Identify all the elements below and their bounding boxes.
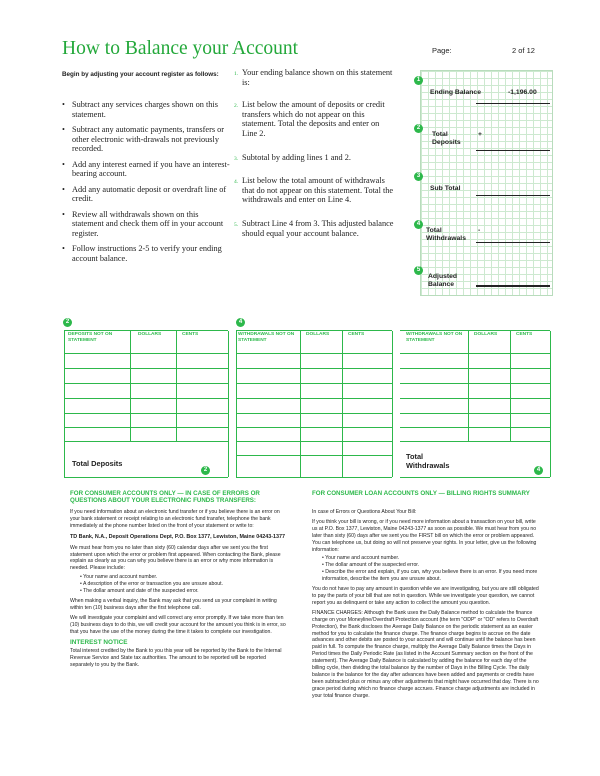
subtotal-line	[476, 195, 550, 196]
step-5-badge: 5	[414, 266, 423, 275]
withdrawals-table-1	[236, 330, 392, 476]
step-item	[234, 68, 394, 87]
list-item: • Describe the error and explain, if you can, why you believe there is an error. If you need more information, describe the item you are unsure about.	[322, 569, 540, 583]
intro-text: Begin by adjusting your account register as follows:	[62, 71, 219, 78]
interest-text: Total interest credited by the Bank to you this year will be reported by the Bank to the Internal Revenue Service and State tax authorities. The amount to be reported will be reported separately to you by the Bank.	[70, 648, 282, 669]
deposits-header: DEPOSITS NOT ON STATEMENT	[68, 332, 113, 343]
interest-heading: INTEREST NOTICE	[70, 638, 128, 646]
dollars-header: DOLLARS	[138, 332, 162, 337]
list-item: • Add any interest earned if you have an interest-bearing account.	[62, 160, 232, 179]
total-deposits-line	[476, 150, 550, 151]
page-title: How to Balance your Account	[62, 38, 299, 59]
ending-balance-label: Ending Balance	[430, 89, 481, 96]
step-4-badge: 4	[414, 220, 423, 229]
withdrawals-badge: 4	[236, 318, 245, 327]
step-3-badge: 3	[414, 172, 423, 181]
plus-sign: +	[478, 131, 482, 138]
cents-header: CENTS	[348, 332, 365, 337]
minus-sign: -	[478, 227, 481, 234]
dollars-header: DOLLARS	[474, 332, 498, 337]
step-item	[234, 176, 394, 205]
total-withdrawals-label: Total Withdrawals	[406, 452, 450, 470]
eft-include-list	[80, 574, 288, 595]
loan-paragraph: If you think your bill is wrong, or if you need more information about a transaction on your bill, write us at P.O. Box 1377, Lewiston, Maine 04243-1377 as soon as possible. We must hear from you no later than sixty (60) days after we sent you the FIRST bill on which the error or problem appeared. You can telephone us, but doing so will not preserve your rights. In your letter, give us the following information:	[312, 518, 537, 553]
list-item: • The dollar amount and date of the suspected error.	[80, 588, 288, 595]
subtotal-label: Sub Total	[430, 185, 461, 192]
deposits-total-badge: 2	[201, 466, 210, 475]
bank-address: TD Bank, N.A., Deposit Operations Dept, P.O. Box 1377, Lewiston, Maine 04243-1377	[70, 533, 285, 540]
step-item	[234, 153, 394, 163]
deposits-table	[64, 330, 228, 476]
eft-text	[70, 509, 288, 669]
step-text: List below the amount of deposits or credit transfers which do not appear on this statement. Total the deposits and enter on Line 2.	[242, 100, 385, 138]
list-item: • Follow instructions 2-5 to verify your ending account balance.	[62, 244, 232, 263]
withdrawals-header: WITHDRAWALS NOT ON STATEMENT	[406, 332, 463, 343]
step-text: Subtotal by adding lines 1 and 2.	[242, 152, 352, 162]
loan-text	[312, 509, 540, 700]
list-item: • Review all withdrawals shown on this statement and check them off in your account register.	[62, 210, 232, 239]
step-text: Subtract Line 4 from 3. This adjusted balance should equal your account balance.	[242, 218, 394, 238]
loan-paragraph: You do not have to pay any amount in question while we are investigating, but you are still obligated to pay the parts of your bill that are not in question. While we investigate your question, we cannot report you as delinquent or take any action to collect the amount you question.	[312, 586, 539, 606]
step-2-badge: 2	[414, 124, 423, 133]
list-item: • Your name and account number.	[80, 574, 288, 581]
withdrawals-table-2	[400, 330, 550, 476]
eft-heading: FOR CONSUMER ACCOUNTS ONLY — IN CASE OF ERRORS OR QUESTIONS ABOUT YOUR ELECTRONIC FUNDS TRANSFERS:	[70, 490, 260, 504]
adjust-register-list	[62, 100, 232, 269]
withdrawals-total-badge: 4	[534, 466, 543, 475]
eft-paragraph: When making a verbal inquiry, the Bank may ask that you send us your complaint in writing within ten (10) business days after the first telephone call.	[70, 597, 277, 611]
adjusted-balance-label: Adjusted Balance	[428, 273, 458, 288]
cents-header: CENTS	[516, 332, 533, 337]
loan-info-list	[322, 555, 540, 583]
ending-balance-value: -1,196.00	[508, 89, 537, 96]
total-deposits-label: Total Deposits	[432, 131, 461, 146]
list-item: • A description of the error or transaction you are unsure about.	[80, 581, 288, 588]
total-deposits-label: Total Deposits	[72, 459, 123, 468]
step-item	[234, 219, 394, 238]
ending-balance-line	[476, 103, 550, 104]
eft-paragraph: We will investigate your complaint and will correct any error promptly. If we take more than ten (10) business days to do this, we will credit your account for the amount you think is in error, so that you have the use of the money during the time it takes to complete our investigation.	[70, 614, 286, 635]
list-item: • Subtract any automatic payments, transfers or other electronic with-drawals not previously recorded.	[62, 125, 232, 154]
step-text: Your ending balance shown on this statement is:	[242, 68, 393, 87]
step-text: List below the total amount of withdrawals that do not appear on this statement. Total the withdrawals and enter on Line 4.	[242, 176, 394, 205]
list-item: • Your name and account number.	[322, 555, 540, 562]
adjusted-balance-line	[476, 285, 550, 287]
step-number: 4.	[234, 179, 239, 186]
list-item: • Add any automatic deposit or overdraft line of credit.	[62, 185, 232, 204]
list-item: • Subtract any services charges shown on this statement.	[62, 100, 232, 119]
page-label: Page:	[432, 46, 452, 55]
step-number: 5.	[234, 221, 239, 228]
loan-heading: FOR CONSUMER LOAN ACCOUNTS ONLY — BILLING RIGHTS SUMMARY	[312, 490, 530, 497]
total-withdrawals-line	[476, 242, 550, 243]
page-number: 2 of 12	[512, 46, 535, 55]
steps-list	[234, 68, 394, 238]
step-number: 3.	[234, 155, 239, 162]
eft-paragraph: We must hear from you no later than sixty (60) calendar days after we sent you the first statement upon which the error or problem first appeared. When contacting the Bank, please explain as clearly as you can why you believe there is an error or why more information is needed. Please include:	[70, 544, 281, 572]
list-item: • The dollar amount of the suspected error.	[322, 562, 540, 569]
withdrawals-header: WITHDRAWALS NOT ON STATEMENT	[238, 332, 295, 343]
step-number: 2.	[234, 103, 239, 110]
cents-header: CENTS	[182, 332, 199, 337]
eft-paragraph: If you need information about an electronic fund transfer or if you believe there is an error on your bank statement or receipt relating to an electronic fund transfer, telephone the bank immediately at the phone number listed on the front of your statement or write to:	[70, 509, 280, 529]
finance-charges-paragraph: FINANCE CHARGES: Although the Bank uses the Daily Balance method to calculate the finance charge on your Moneyline/Overdraft Protection account (the term "ODP" or "OD" refers to Overdraft Protection), the Bank discloses the Average Daily Balance on the periodic statement as an easier method for you to calculate the finance charge. The finance charge begins to accrue on the date advances and other debits are posted to your account and will continue until the balance has been paid in full. To compute the finance charge, multiply the Average Daily Balance times the Days in Period times the Daily Periodic Rate (as listed in the Account Summary section on the front of the statement). The Average Daily Balance is calculated by adding the balance for each day of the billing cycle, then dividing the total balance by the number of Days in the Billing Cycle. The daily balance is the balance for the day after advances have been added and payments or credits have been subtracted plus or minus any other adjustments that might have occurred that day. There is no grace period during which no finance charge accrues. Finance charge adjustments are included in your total finance charge.	[312, 609, 539, 699]
deposits-badge: 2	[63, 318, 72, 327]
step-1-badge: 1	[414, 76, 423, 85]
loan-paragraph: In case of Errors or Questions About Your Bill:	[312, 509, 417, 515]
step-number: 1.	[234, 71, 239, 77]
step-item	[234, 100, 394, 138]
total-withdrawals-label: Total Withdrawals	[426, 227, 466, 242]
dollars-header: DOLLARS	[306, 332, 330, 337]
